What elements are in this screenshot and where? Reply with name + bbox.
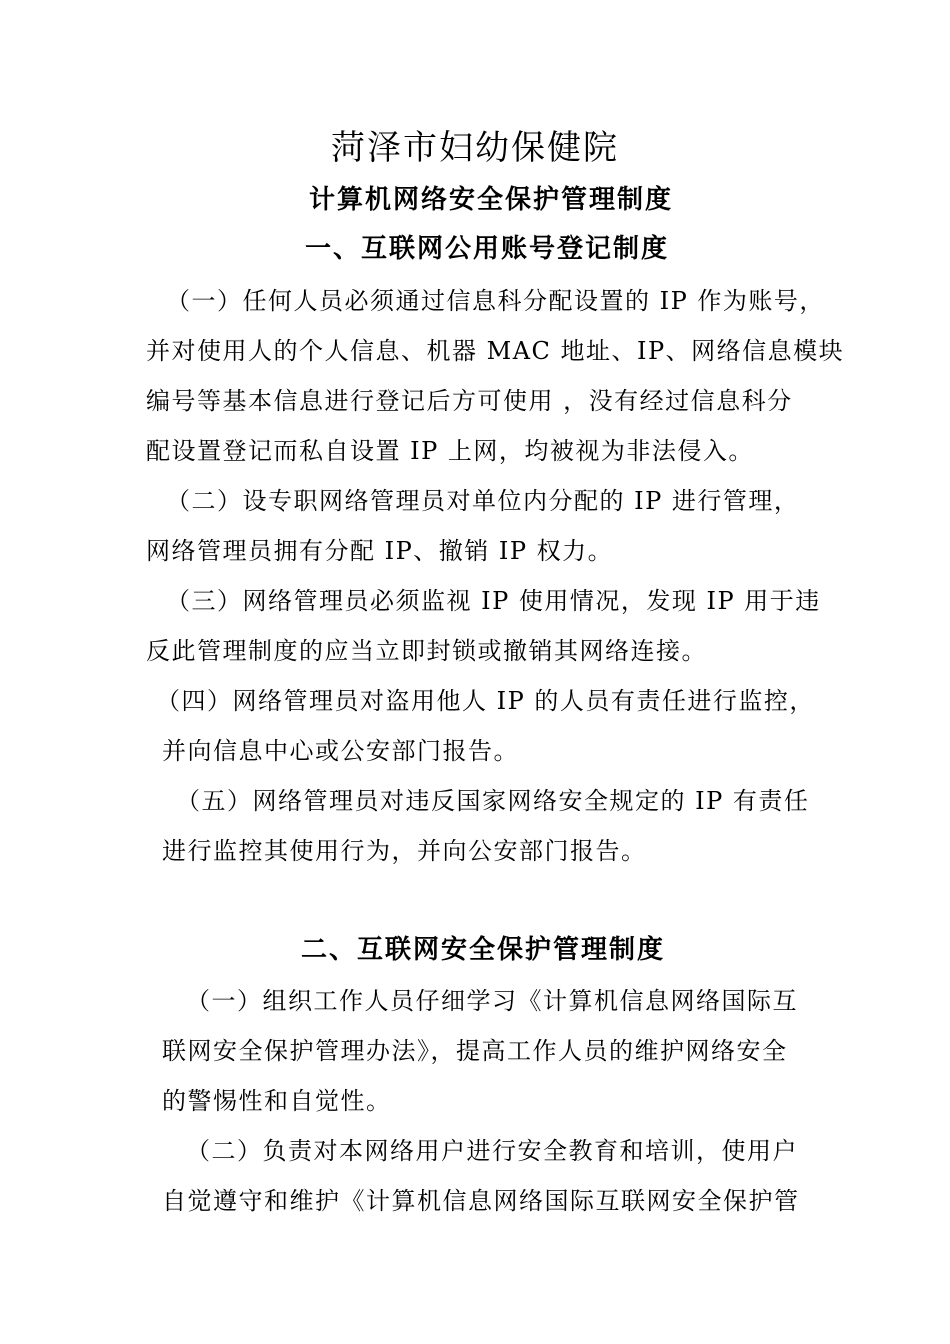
section-2-line: 自觉遵守和维护《计算机信息网络国际互联网安全保护管 [162, 1187, 800, 1215]
section-2-line: （一）组织工作人员仔细学习《计算机信息网络国际互 [186, 987, 798, 1015]
section-1-line: 网络管理员拥有分配 IP、撤销 IP 权力。 [146, 537, 614, 565]
document-subtitle: 计算机网络安全保护管理制度 [308, 185, 673, 215]
section-1-line: （二）设专职网络管理员对单位内分配的 IP 进行管理， [166, 487, 800, 515]
section-1-line: 并对使用人的个人信息、机器 MAC 地址、IP、网络信息模块 [146, 337, 845, 365]
section-2-line: 的警惕性和自觉性。 [162, 1087, 392, 1115]
section-1-line: （三）网络管理员必须监视 IP 使用情况，发现 IP 用于违 [166, 587, 821, 615]
section-1-line: 进行监控其使用行为，并向公安部门报告。 [162, 837, 647, 865]
section-2-line: 联网安全保护管理办法》，提高工作人员的维护网络安全 [162, 1037, 788, 1065]
section-1-line: （五）网络管理员对违反国家网络安全规定的 IP 有责任 [176, 787, 810, 815]
section-1-line: （一）任何人员必须通过信息科分配设置的 IP 作为账号， [166, 287, 825, 315]
section-2-line: （二）负责对本网络用户进行安全教育和培训，使用户 [186, 1137, 798, 1165]
section-2-heading: 二、互联网安全保护管理制度 [301, 935, 666, 965]
section-1-line: 并向信息中心或公安部门报告。 [162, 737, 519, 765]
section-1-line: 配设置登记而私自设置 IP 上网，均被视为非法侵入。 [146, 437, 754, 465]
document-title: 菏泽市妇幼保健院 [331, 128, 619, 168]
section-1-line: （四）网络管理员对盗用他人 IP 的人员有责任进行监控， [156, 687, 815, 715]
section-1-line: 编号等基本信息进行登记后方可使用 ，没有经过信息科分 [146, 387, 793, 415]
section-1-heading: 一、互联网公用账号登记制度 [305, 234, 670, 264]
section-1-line: 反此管理制度的应当立即封锁或撤销其网络连接。 [146, 637, 707, 665]
